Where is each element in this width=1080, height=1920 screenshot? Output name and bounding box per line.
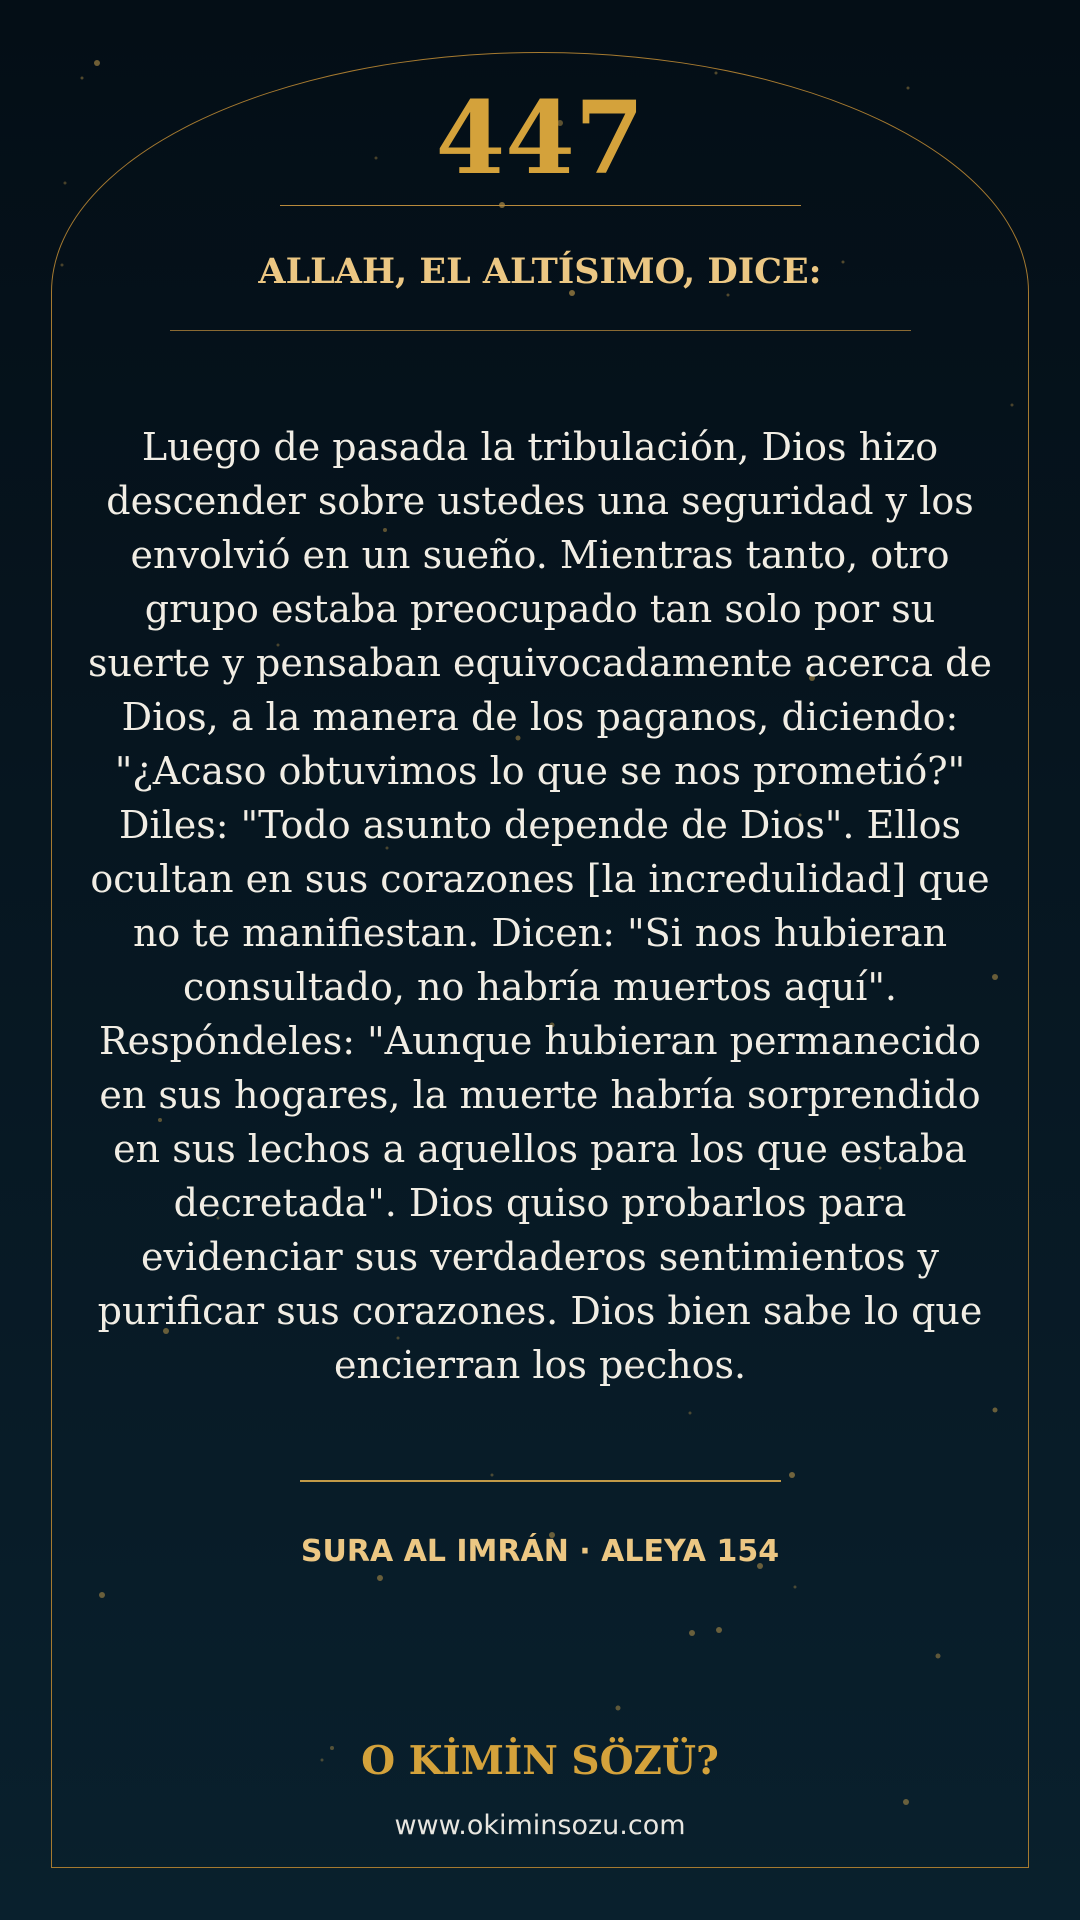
divider-above-reference xyxy=(300,1480,781,1482)
verse-reference: SURA AL IMRÁN · ALEYA 154 xyxy=(300,1534,780,1569)
brand-title: O KİMİN SÖZÜ? xyxy=(361,1738,719,1784)
card-number: 447 xyxy=(435,79,645,197)
heading: ALLAH, EL ALTÍSIMO, DICE: xyxy=(258,251,822,292)
verse-text: Luego de pasada la tribulación, Dios hizo descender sobre ustedes una seguridad y los envolvió en un sueño. Mientras tanto, otro grupo estaba preocupado tan solo por su suerte y pensaban equivocadamente acerca de Dios, a la manera de los paganos, diciendo: "¿Acaso obtuvimos lo que se nos prometió?" Diles: "Todo asunto depende de Dios". Ellos ocultan en sus corazones [la incredulidad] que no te manifiestan. Dicen: "Si nos hubieran consultado, no habría muertos aquí". Respóndeles: "Aunque hubieran permanecido en sus hogares, la muerte habría sorprendido en sus lechos a aquellos para los que estaba decretada". Dios quiso probarlos para evidenciar sus verdaderos sentimientos y purificar sus corazones. Dios bien sabe lo que encierran los pechos. xyxy=(88,425,992,1387)
website-link[interactable]: www.okiminsozu.com xyxy=(394,1810,686,1841)
divider-under-heading xyxy=(170,330,911,331)
divider-top xyxy=(280,205,801,206)
